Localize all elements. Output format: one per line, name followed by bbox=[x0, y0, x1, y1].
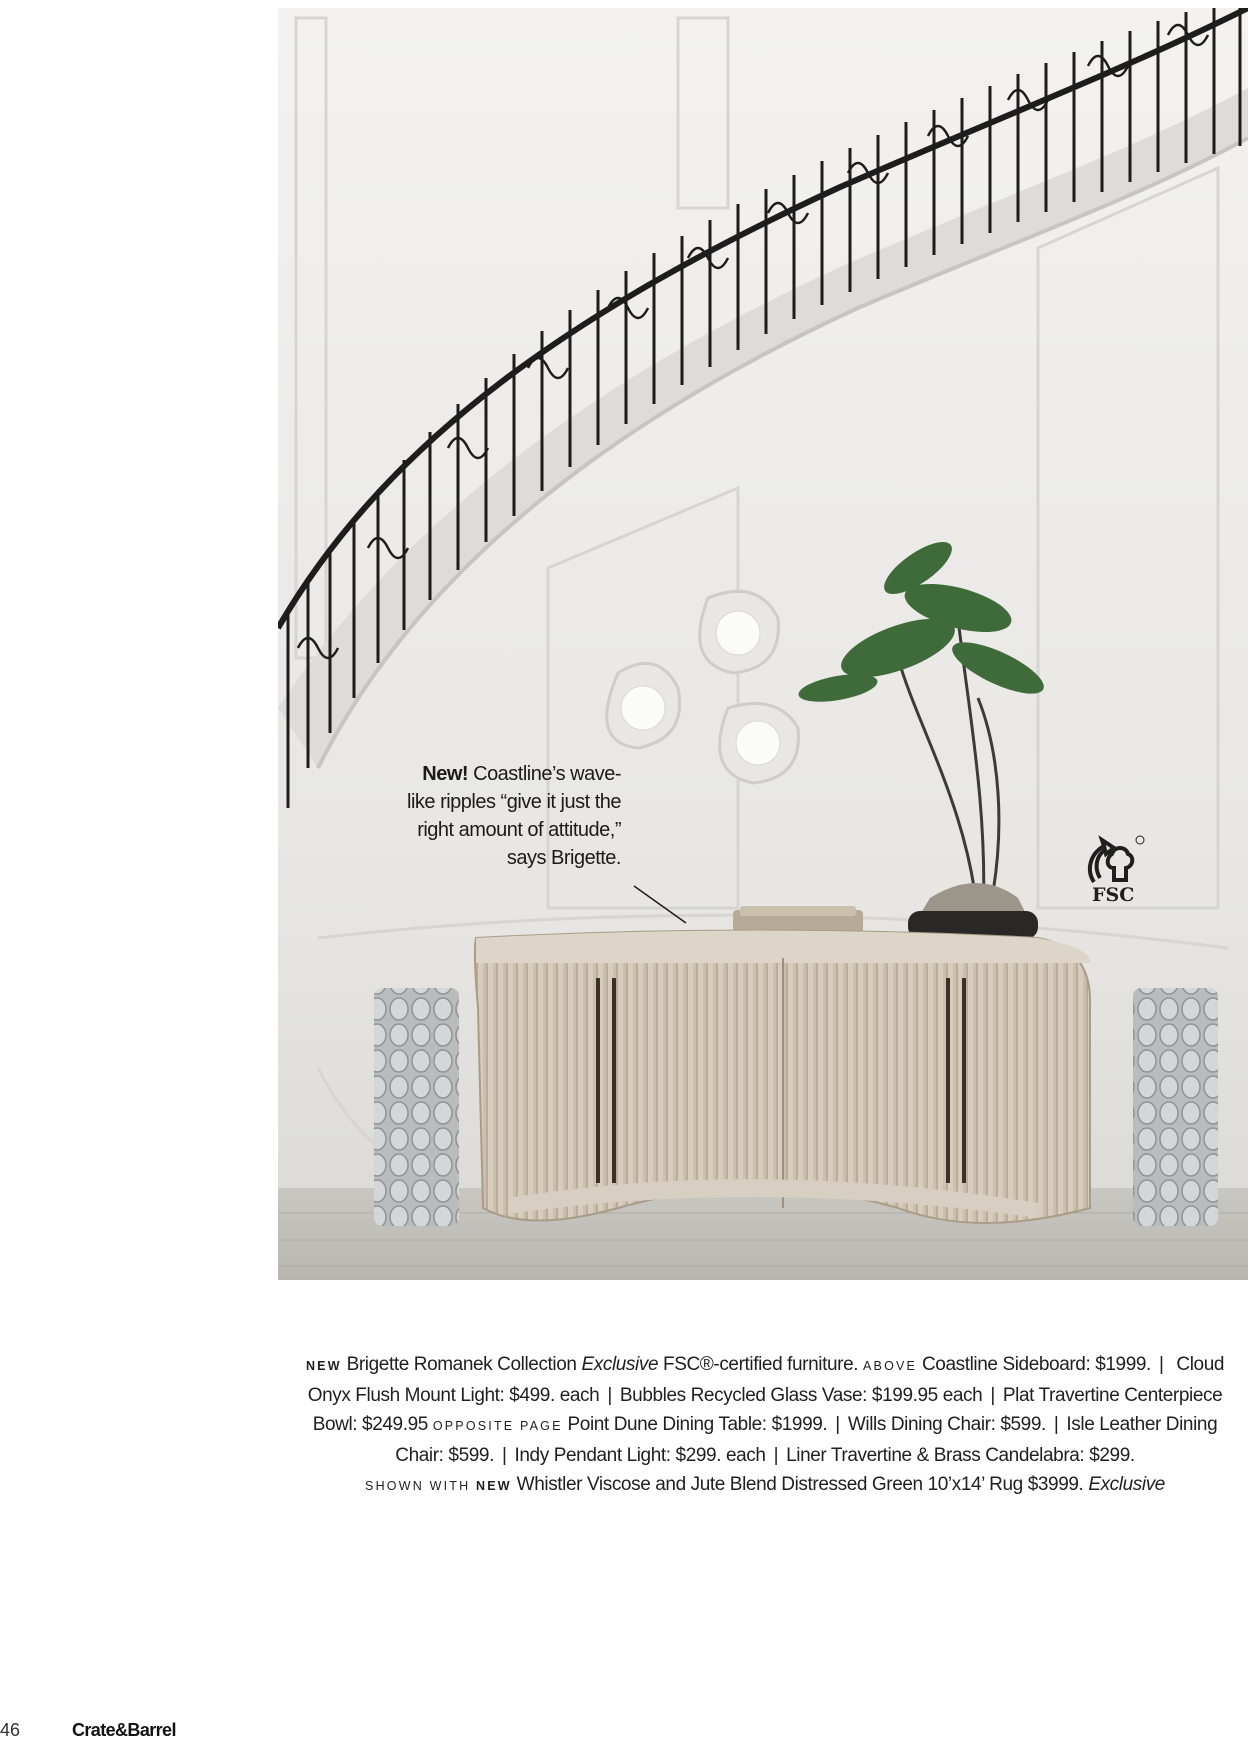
above-label: ABOVE bbox=[863, 1359, 918, 1373]
fsc-tree-icon bbox=[1080, 832, 1152, 888]
separator: | bbox=[835, 1414, 840, 1435]
separator: | bbox=[773, 1445, 779, 1466]
separator: | bbox=[607, 1385, 612, 1406]
shown-with-label: SHOWN WITH bbox=[365, 1479, 477, 1493]
separator: | bbox=[990, 1385, 995, 1406]
separator: | bbox=[1158, 1354, 1164, 1375]
caption-item: Whistler Viscose and Jute Blend Distressed Green 10’x14’ Rug $3999. bbox=[511, 1474, 1089, 1495]
separator: | bbox=[501, 1445, 507, 1466]
caption-item: Indy Pendant Light: $299. each bbox=[514, 1445, 766, 1466]
caption-intro: Brigette Romanek Collection bbox=[341, 1354, 582, 1375]
caption-item: Liner Travertine & Brass Candelabra: $299. bbox=[786, 1445, 1135, 1466]
separator: | bbox=[1053, 1414, 1059, 1435]
caption-item: Wills Dining Chair: $599. bbox=[847, 1414, 1046, 1435]
caption-item: Bubbles Recycled Glass Vase: $199.95 each bbox=[619, 1385, 983, 1406]
caption-item: Point Dune Dining Table: $1999. bbox=[562, 1414, 828, 1435]
caption-item: Isle Leather Dining Chair: $599. bbox=[395, 1414, 1218, 1466]
fsc-text: FSC bbox=[1092, 884, 1135, 906]
brand-logo: Crate&Barrel bbox=[72, 1720, 176, 1740]
fsc-tree-logo bbox=[1080, 832, 1152, 910]
callout-body: Coastline’s wave-like ripples “give it just the right amount of attitude,” says Brigette. bbox=[407, 763, 621, 869]
callout-lead: New! bbox=[422, 763, 469, 785]
staircase-sideboard-photo bbox=[278, 8, 1248, 1280]
caption-fsc: FSC®-certified furniture. bbox=[658, 1354, 863, 1375]
page-number: 46 bbox=[0, 1720, 21, 1740]
new-label: NEW bbox=[305, 1359, 342, 1373]
caption-item: Coastline Sideboard: $1999. bbox=[917, 1354, 1151, 1375]
opposite-page-label: OPPOSITE PAGE bbox=[432, 1419, 563, 1433]
product-caption bbox=[296, 1350, 1234, 1501]
exclusive-label: Exclusive bbox=[1088, 1474, 1165, 1495]
caption-item: Cloud Onyx Flush Mount Light: $499. each bbox=[307, 1354, 1225, 1406]
caption-item: Plat Travertine Centerpiece Bowl: $249.95 bbox=[312, 1385, 1223, 1435]
exclusive-label: Exclusive bbox=[581, 1354, 659, 1375]
new-label: NEW bbox=[476, 1479, 512, 1493]
callout-text bbox=[395, 760, 621, 872]
